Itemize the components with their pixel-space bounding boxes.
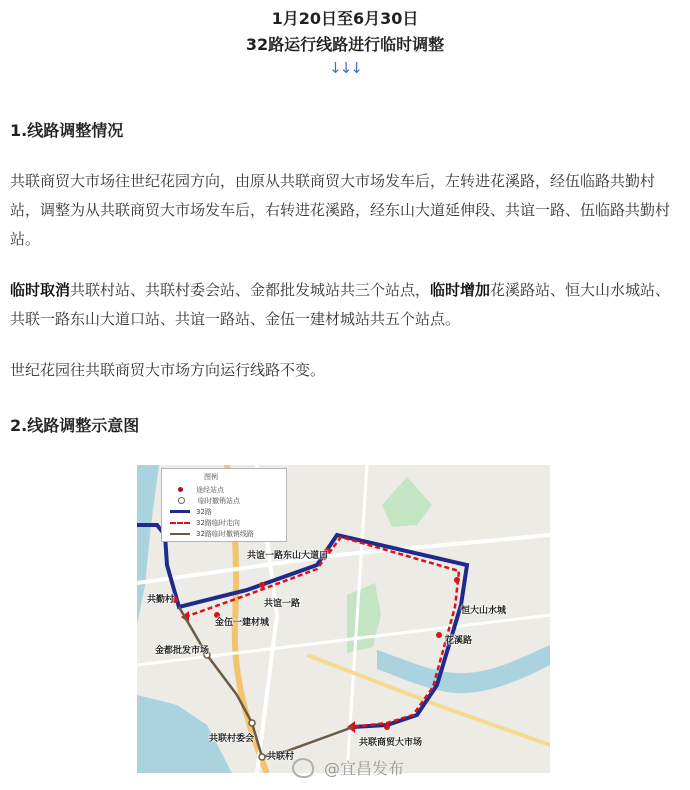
- road-white-2: [137, 535, 550, 583]
- stop-hengda: [454, 577, 460, 583]
- weibo-logo-icon: [292, 758, 314, 778]
- map-legend: [161, 468, 287, 542]
- stop-market: [384, 724, 390, 730]
- legend-title: 图例: [204, 473, 218, 481]
- stop-gonglian-weihui-cancelled: [249, 720, 255, 726]
- date-range: 1月20日至6月30日: [271, 9, 419, 28]
- label-jindu: 金都批发市场: [155, 646, 210, 656]
- down-arrows-icon: ↓↓↓: [329, 59, 361, 77]
- stop-huaxi: [436, 632, 442, 638]
- label-market: 共联商贸大市场: [359, 738, 423, 748]
- added-stops-text: 花溪路站、恒大山水城站、共联一路东山大道口站、共谊一路站、金伍一建材城站共五个站点。: [10, 281, 671, 328]
- cancelled-stop-dot-icon: [178, 497, 185, 504]
- section1-paragraph-stops: [10, 276, 680, 334]
- park-north: [382, 477, 432, 527]
- route-line-icon: [170, 510, 190, 513]
- legend-item-stop: 途经站点: [170, 484, 224, 495]
- stop-gongyi-road: [259, 582, 265, 588]
- label-huaxi: 花溪路: [445, 636, 473, 646]
- label-gongqin: 共勤村: [147, 595, 175, 605]
- cancelled-line-icon: [170, 533, 190, 535]
- legend-item-route: 32路: [170, 506, 212, 517]
- label-hengda: 恒大山水城: [461, 606, 507, 616]
- section1-heading: 1.线路调整情况: [10, 121, 124, 140]
- label-gongyi-dongshan: 共谊一路东山大道口: [247, 551, 329, 561]
- park-central: [347, 583, 381, 653]
- route-map: [137, 465, 550, 773]
- legend-item-temp-route: 32路临时走向: [170, 517, 240, 528]
- label-gonglian-village: 共联村: [267, 752, 295, 762]
- label-gongyi-road: 共谊一路: [264, 599, 301, 609]
- label-gonglian-weihui: 共联村委会: [209, 734, 255, 744]
- watermark-text: @宜昌发布: [324, 759, 405, 778]
- notice-header: [0, 6, 690, 78]
- notice-title: 32路运行线路进行临时调整: [245, 35, 445, 54]
- legend-item-cancelled-route: 32路临时撤销线路: [170, 528, 254, 539]
- temp-route-line-icon: [170, 522, 190, 524]
- stop-gonglian-village-cancelled: [259, 754, 265, 760]
- label-jinwu: 金伍一建材城: [215, 618, 270, 628]
- label-temporarily-cancelled: 临时取消: [10, 281, 71, 299]
- weibo-watermark: [292, 756, 404, 779]
- legend-item-cancelled-stop: 临时撤销站点: [170, 495, 240, 506]
- section1-paragraph-route: 共联商贸大市场往世纪花园方向，由原从共联商贸大市场发车后，左转进花溪路，经伍临路共勤村站，调整为从共联商贸大市场发车后，右转进花溪路，经东山大道延伸段、共谊一路、伍临路共勤村站。: [10, 172, 671, 248]
- creek-water: [377, 645, 550, 693]
- section1-paragraph-return: 世纪花园往共联商贸大市场方向运行线路不变。: [10, 361, 326, 379]
- section2-heading: 2.线路调整示意图: [10, 416, 140, 435]
- stop-dot-icon: [178, 487, 183, 492]
- label-temporarily-added: 临时增加: [430, 281, 491, 299]
- cancelled-stops-text: 共联村站、共联村委会站、金都批发城站共三个站点，: [70, 281, 431, 299]
